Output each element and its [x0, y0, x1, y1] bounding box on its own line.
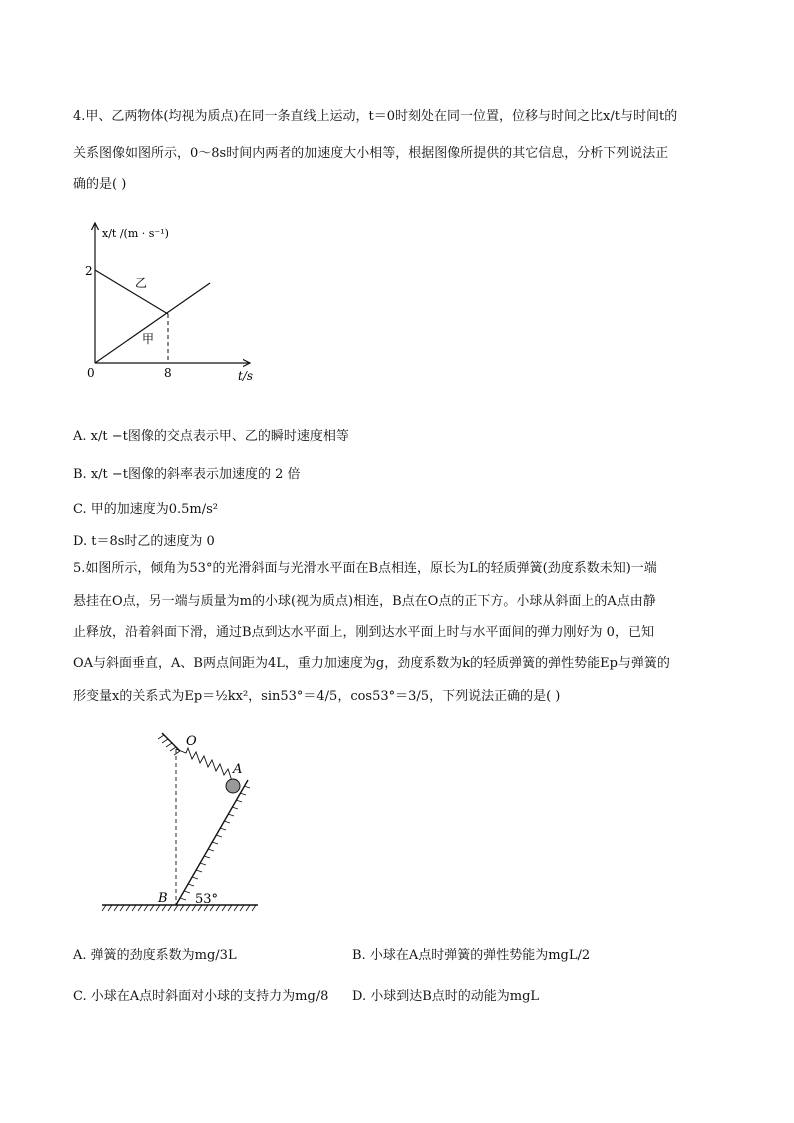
line-yi — [95, 270, 168, 314]
q4-option-b: B. x/t −t图像的斜率表示加速度的 2 倍 — [73, 467, 301, 482]
q5-option-a: A. 弹簧的劲度系数为mg/3L — [73, 948, 237, 963]
q4-option-c: C. 甲的加速度为0.5m/s² — [73, 502, 219, 517]
q5-stem-line-4: OA与斜面垂直，A、B两点间距为4L，重力加速度为g，劲度系数为k的轻质弹簧的弹性势能Ep与弹簧的 — [73, 656, 670, 671]
label-yi: 乙 — [135, 276, 148, 290]
q5-stem-line-2: 悬挂在O点，另一端与质量为m的小球(视为质点)相连，B点在O点的正下方。小球从斜面上的A点由静 — [73, 594, 656, 609]
line-jia — [95, 283, 210, 363]
x-axis-label: t/s — [238, 369, 254, 383]
ball — [226, 779, 240, 793]
ceiling-mount — [162, 733, 180, 751]
x-tick-8: 8 — [164, 366, 172, 380]
q4-option-a: A. x/t −t图像的交点表示甲、乙的瞬时速度相等 — [73, 429, 349, 444]
y-tick-2: 2 — [85, 264, 93, 278]
q5-stem-line-3: 止释放，沿着斜面下滑，通过B点到达水平面上，刚到达水平面上时与水平面间的弹力刚好为 0，已知 — [73, 625, 654, 640]
incline — [176, 780, 248, 905]
q4-stem-line-2: 关系图像如图所示，0～8s时间内两者的加速度大小相等，根据图像所提供的其它信息，分析下列说法正 — [73, 146, 669, 161]
q4-stem-line-1: 4.甲、乙两物体(均视为质点)在同一条直线上运动，t＝0时刻处在同一位置，位移与时间之比x/t与时间t的 — [73, 109, 678, 124]
label-b: B — [158, 891, 168, 906]
q5-option-b: B. 小球在A点时弹簧的弹性势能为mgL/2 — [352, 948, 591, 963]
q4-graph — [80, 215, 280, 390]
q4-option-d: D. t＝8s时乙的速度为 0 — [73, 534, 215, 549]
y-axis-label: x/t /(m · s⁻¹) — [102, 227, 169, 240]
label-a: A — [233, 762, 243, 777]
q5-stem-line-5: 形变量x的关系式为Ep＝½kx²，sin53°＝4/5，cos53°＝3/5，下列说法正确的是( ) — [73, 689, 561, 704]
spring — [176, 748, 232, 781]
q5-stem-line-1: 5.如图所示，倾角为53°的光滑斜面与光滑水平面在B点相连，原长为L的轻质弹簧(劲度系数未知)一端 — [73, 561, 657, 576]
origin-label: 0 — [87, 366, 95, 380]
q4-stem-line-3: 确的是( ) — [73, 177, 127, 192]
label-jia: 甲 — [142, 332, 155, 346]
q5-figure — [100, 725, 265, 915]
q5-option-d: D. 小球到达B点时的动能为mgL — [352, 989, 540, 1004]
label-angle: 53° — [195, 892, 219, 907]
label-o: O — [186, 734, 197, 749]
q5-option-c: C. 小球在A点时斜面对小球的支持力为mg/8 — [73, 989, 329, 1004]
